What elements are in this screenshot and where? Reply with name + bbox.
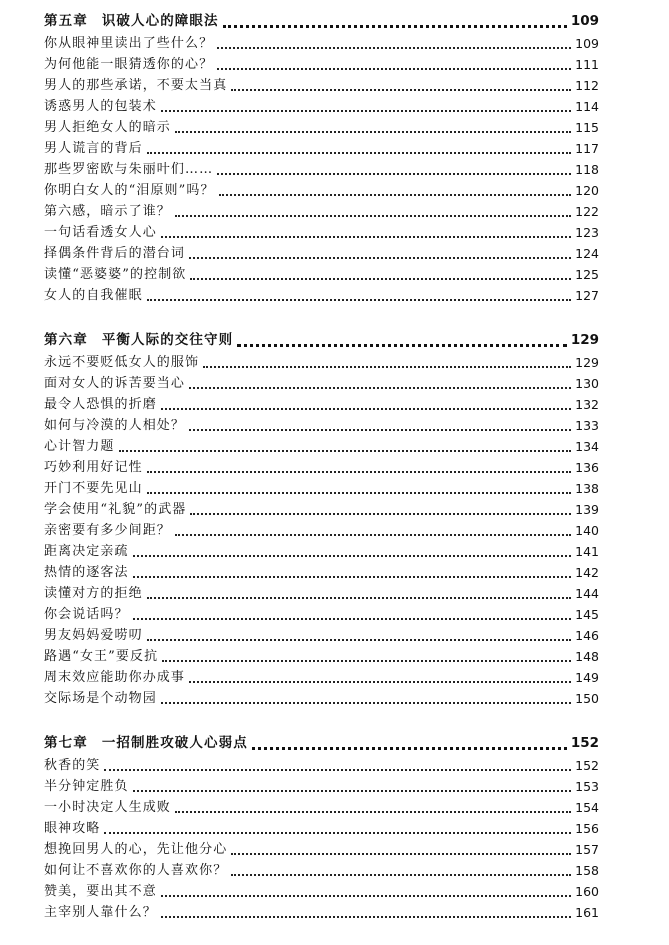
entry-title: 面对女人的诉苦要当心 <box>44 376 186 391</box>
dot-leader <box>231 871 571 876</box>
entry-page-number: 111 <box>575 57 599 72</box>
entry-title: 诱惑男人的包装术 <box>44 99 157 114</box>
entry-title: 主宰别人靠什么？ <box>44 905 157 920</box>
toc-entry[interactable] <box>44 33 599 54</box>
chapter-number: 第五章 <box>44 13 88 29</box>
toc-entry[interactable] <box>44 352 599 373</box>
toc-entry[interactable] <box>44 243 599 264</box>
entry-title: 第六感，暗示了谁？ <box>44 204 171 219</box>
entry-page-number: 129 <box>575 355 599 370</box>
entry-title: 距离决定亲疏 <box>44 544 129 559</box>
entry-page-number: 118 <box>575 162 599 177</box>
entry-page-number: 133 <box>575 418 599 433</box>
entry-title: 想挽回男人的心，先让他分心 <box>44 842 228 857</box>
entry-title: 交际场是个动物园 <box>44 691 157 706</box>
dot-leader <box>237 341 567 347</box>
entry-title: 半分钟定胜负 <box>44 779 129 794</box>
dot-leader <box>133 615 571 620</box>
entry-page-number: 124 <box>575 246 599 261</box>
toc-entry[interactable] <box>44 902 599 923</box>
entry-title: 男友妈妈爱唠叨 <box>44 628 143 643</box>
chapter-section <box>44 9 599 306</box>
dot-leader <box>175 212 571 217</box>
dot-leader <box>175 128 571 133</box>
entry-page-number: 141 <box>575 544 599 559</box>
dot-leader <box>119 447 571 452</box>
dot-leader <box>147 149 571 154</box>
dot-leader <box>217 170 571 175</box>
toc-entry[interactable] <box>44 583 599 604</box>
entry-title: 巧妙利用好记性 <box>44 460 143 475</box>
entry-page-number: 138 <box>575 481 599 496</box>
entry-title: 男人谎言的背后 <box>44 141 143 156</box>
entry-title: 眼神攻略 <box>44 821 101 836</box>
toc-entry[interactable] <box>44 541 599 562</box>
dot-leader <box>161 233 571 238</box>
entry-page-number: 122 <box>575 204 599 219</box>
entry-page-number: 156 <box>575 821 599 836</box>
toc-entry[interactable] <box>44 797 599 818</box>
entry-page-number: 150 <box>575 691 599 706</box>
dot-leader <box>162 657 571 662</box>
dot-leader <box>161 892 571 897</box>
entry-page-number: 154 <box>575 800 599 815</box>
chapter-title <box>44 328 233 352</box>
dot-leader <box>189 426 571 431</box>
entry-page-number: 132 <box>575 397 599 412</box>
dot-leader <box>147 594 571 599</box>
chapter-number: 第七章 <box>44 735 88 751</box>
entry-page-number: 161 <box>575 905 599 920</box>
dot-leader <box>190 510 571 515</box>
dot-leader <box>133 573 571 578</box>
dot-leader <box>104 829 571 834</box>
toc-entry[interactable] <box>44 860 599 881</box>
toc-entry[interactable] <box>44 688 599 709</box>
toc-entry[interactable] <box>44 264 599 285</box>
entry-page-number: 157 <box>575 842 599 857</box>
entry-page-number: 136 <box>575 460 599 475</box>
dot-leader <box>161 405 571 410</box>
toc-entry[interactable] <box>44 117 599 138</box>
entry-title: 亲密要有多少间距？ <box>44 523 171 538</box>
toc-entry[interactable] <box>44 646 599 667</box>
toc-entry[interactable] <box>44 96 599 117</box>
toc-entry[interactable] <box>44 201 599 222</box>
toc-entry[interactable] <box>44 562 599 583</box>
entry-page-number: 112 <box>575 78 599 93</box>
chapter-section <box>44 328 599 709</box>
chapter-title-text: 平衡人际的交往守则 <box>101 332 234 348</box>
dot-leader <box>217 65 571 70</box>
dot-leader <box>231 850 571 855</box>
dot-leader <box>203 363 571 368</box>
entry-page-number: 125 <box>575 267 599 282</box>
toc-entry[interactable] <box>44 394 599 415</box>
entry-title: 心计智力题 <box>44 439 115 454</box>
entry-title: 你明白女人的“泪原则”吗？ <box>44 183 215 198</box>
dot-leader <box>147 636 571 641</box>
chapter-heading[interactable] <box>44 9 599 33</box>
chapter-page-number: 152 <box>570 735 599 751</box>
dot-leader <box>147 489 571 494</box>
entry-title: 如何与冷漠的人相处？ <box>44 418 186 433</box>
entry-page-number: 153 <box>575 779 599 794</box>
chapter-title-text: 一招制胜攻破人心弱点 <box>101 735 248 751</box>
dot-leader <box>252 744 567 750</box>
chapter-title <box>44 9 219 33</box>
toc-entry[interactable] <box>44 818 599 839</box>
entry-title: 一小时决定人生成败 <box>44 800 171 815</box>
toc-entry[interactable] <box>44 373 599 394</box>
chapter-section <box>44 731 599 923</box>
dot-leader <box>231 86 571 91</box>
entry-page-number: 120 <box>575 183 599 198</box>
toc-entry[interactable] <box>44 881 599 902</box>
chapter-title <box>44 731 248 755</box>
toc-entry[interactable] <box>44 75 599 96</box>
dot-leader <box>133 787 571 792</box>
entry-title: 赞美，要出其不意 <box>44 884 157 899</box>
dot-leader <box>147 296 571 301</box>
dot-leader <box>189 678 571 683</box>
toc-entry[interactable] <box>44 54 599 75</box>
entry-title: 开门不要先见山 <box>44 481 143 496</box>
entry-title: 你会说话吗？ <box>44 607 129 622</box>
entry-title: 那些罗密欧与朱丽叶们…… <box>44 162 214 177</box>
entry-title: 读懂“恶婆婆”的控制欲 <box>44 267 187 282</box>
chapter-number: 第六章 <box>44 332 88 348</box>
toc-entry[interactable] <box>44 222 599 243</box>
entry-title: 最令人恐惧的折磨 <box>44 397 157 412</box>
dot-leader <box>175 808 571 813</box>
entry-title: 一句话看透女人心 <box>44 225 157 240</box>
dot-leader <box>104 766 571 771</box>
toc-entry[interactable] <box>44 667 599 688</box>
toc-entry[interactable] <box>44 755 599 776</box>
entry-page-number: 114 <box>575 99 599 114</box>
dot-leader <box>133 552 571 557</box>
dot-leader <box>190 275 571 280</box>
entry-page-number: 146 <box>575 628 599 643</box>
toc-entry[interactable] <box>44 138 599 159</box>
entry-page-number: 160 <box>575 884 599 899</box>
toc-entry[interactable] <box>44 159 599 180</box>
entry-title: 秋香的笑 <box>44 758 101 773</box>
dot-leader <box>189 384 571 389</box>
entry-title: 男人拒绝女人的暗示 <box>44 120 171 135</box>
entry-page-number: 144 <box>575 586 599 601</box>
toc-entry[interactable] <box>44 285 599 306</box>
entry-title: 永远不要贬低女人的服饰 <box>44 355 200 370</box>
dot-leader <box>219 191 571 196</box>
entry-title: 男人的那些承诺，不要太当真 <box>44 78 228 93</box>
entry-page-number: 145 <box>575 607 599 622</box>
entry-page-number: 142 <box>575 565 599 580</box>
entry-page-number: 117 <box>575 141 599 156</box>
entry-title: 路遇“女王”要反抗 <box>44 649 159 664</box>
entry-title: 女人的自我催眠 <box>44 288 143 303</box>
dot-leader <box>147 468 571 473</box>
dot-leader <box>161 913 571 918</box>
toc-entry[interactable] <box>44 839 599 860</box>
toc-entry[interactable] <box>44 436 599 457</box>
entry-title: 学会使用“礼貌”的武器 <box>44 502 187 517</box>
dot-leader <box>189 254 571 259</box>
toc-entry[interactable] <box>44 499 599 520</box>
toc-entry[interactable] <box>44 625 599 646</box>
entry-page-number: 134 <box>575 439 599 454</box>
entry-page-number: 152 <box>575 758 599 773</box>
entry-title: 为何他能一眼猜透你的心？ <box>44 57 214 72</box>
entry-title: 你从眼神里读出了些什么？ <box>44 36 214 51</box>
dot-leader <box>175 531 571 536</box>
entry-page-number: 148 <box>575 649 599 664</box>
toc-entry[interactable] <box>44 776 599 797</box>
toc-entry[interactable] <box>44 478 599 499</box>
entry-page-number: 127 <box>575 288 599 303</box>
dot-leader <box>161 699 571 704</box>
toc-entry[interactable] <box>44 604 599 625</box>
toc-entry[interactable] <box>44 520 599 541</box>
chapter-heading[interactable] <box>44 731 599 755</box>
toc-entry[interactable] <box>44 457 599 478</box>
entry-title: 读懂对方的拒绝 <box>44 586 143 601</box>
entry-page-number: 115 <box>575 120 599 135</box>
entry-page-number: 140 <box>575 523 599 538</box>
chapter-page-number: 129 <box>570 332 599 348</box>
entry-title: 热情的逐客法 <box>44 565 129 580</box>
entry-page-number: 139 <box>575 502 599 517</box>
entry-page-number: 130 <box>575 376 599 391</box>
dot-leader <box>223 22 567 28</box>
chapter-heading[interactable] <box>44 328 599 352</box>
dot-leader <box>217 44 571 49</box>
entry-title: 择偶条件背后的潜台词 <box>44 246 186 261</box>
entry-page-number: 123 <box>575 225 599 240</box>
chapter-title-text: 识破人心的障眼法 <box>101 13 219 29</box>
toc-entry[interactable] <box>44 180 599 201</box>
entry-title: 如何让不喜欢你的人喜欢你？ <box>44 863 228 878</box>
entry-title: 周末效应能助你办成事 <box>44 670 186 685</box>
entry-page-number: 149 <box>575 670 599 685</box>
toc-entry[interactable] <box>44 415 599 436</box>
table-of-contents <box>44 9 599 945</box>
chapter-page-number: 109 <box>570 13 599 29</box>
entry-page-number: 158 <box>575 863 599 878</box>
entry-page-number: 109 <box>575 36 599 51</box>
dot-leader <box>161 107 571 112</box>
